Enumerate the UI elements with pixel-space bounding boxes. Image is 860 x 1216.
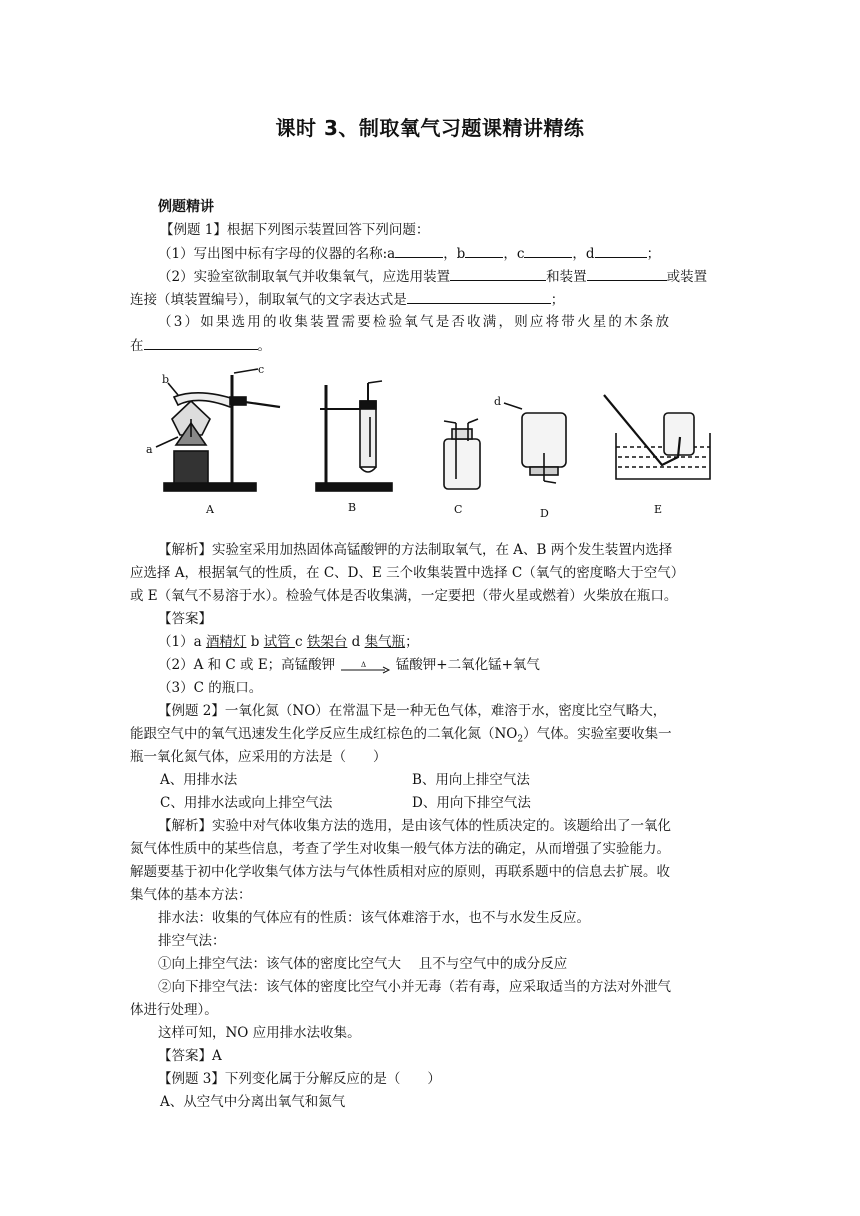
label-a: a [146,443,153,456]
ex2-air-down-1: ②向下排空气法：该气体的密度比空气小并无毒（若有毒，应采取适当的方法对外泄气 [158,979,671,995]
ex1-q3: （3）如果选用的收集装置需要检验氧气是否收满，则应将带火星的木条放 [158,314,672,330]
label-A: A [206,503,214,516]
ex1-answer-3: （3）C 的瓶口。 [158,680,263,696]
apparatus-e [604,395,710,479]
ex1-answer-head: 【答案】 [158,611,212,627]
ex1-analysis-1: 【解析】实验室采用加热固体高锰酸钾的方法制取氧气，在 A、B 两个发生装置内选择 [158,542,673,558]
ex2-air-down-2: 体进行处理）。 [130,1002,218,1018]
ex2-question-2: 能跟空气中的氧气迅速发生化学反应生成红棕色的二氧化氮$(NO_2)$气体。实验室要收集一 [130,726,672,745]
ex2-options-row-1 [130,769,730,792]
ex2-answer: 【答案】A [158,1048,222,1064]
ex3-option-a: A、从空气中分离出氧气和氮气 [160,1094,346,1110]
ex1-answer-2: （2）A 和 C 或 E；高锰酸钾 Δ 锰酸钾+二氧化锰+氧气 [158,657,540,673]
ex2-air-method: 排空气法： [158,933,226,949]
ex2-question-1: 【例题 2】一氧化氮（NO）在常温下是一种无色气体，难溶于水，密度比空气略大， [158,703,667,719]
ex1-q2: （2）实验室欲制取氧气并收集氧气，应选用装置 和装置 或装置 [130,265,730,288]
page-title: 课时 3、制取氧气习题课精讲精练 [275,116,585,140]
ex1-analysis-2: 应选择 A，根据氧气的性质，在 C、D、E 三个收集装置中选择 C（氧气的密度略大于空气） [130,565,685,581]
heat-symbol: Δ [361,660,367,669]
label-c: c [258,363,265,376]
ex2-analysis-4: 集气体的基本方法： [130,887,252,903]
ex1-q3-line2: 在 。 [130,334,730,357]
ex1-analysis-3: 或 E（氧气不易溶于水）。检验气体是否收集满，一定要把（带火星或燃着）火柴放在瓶口。 [130,588,678,604]
ex2-option-c: C、用排水法或向上排空气法 [160,795,333,811]
reaction-arrow [339,659,391,673]
ex2-analysis-3: 解题要基于初中化学收集气体方法与气体性质相对应的原则，再联系题中的信息去扩展。收 [130,864,670,880]
ex2-water-method: 排水法：收集的气体应有的性质：该气体难溶于水，也不与水发生反应。 [158,910,590,926]
apparatus-b [316,381,392,491]
label-C: C [454,503,463,516]
label-B: B [348,501,357,514]
ex2-question-3: 瓶一氧化氮气体，应采用的方法是（ ） [130,749,387,765]
ex2-options-row-2 [130,792,730,815]
label-D: D [540,507,549,520]
ex1-question-head: 【例题 1】根据下列图示装置回答下列问题： [160,222,430,238]
label-b: b [162,373,170,386]
ex2-option-d: D、用向下排空气法 [412,795,531,811]
ex2-analysis-1: 【解析】实验中对气体收集方法的选用，是由该气体的性质决定的。该题给出了一氧化 [158,818,671,834]
label-E: E [654,503,663,516]
apparatus-a [156,369,280,491]
ex2-conclusion: 这样可知，NO 应用排水法收集。 [158,1025,361,1041]
apparatus-c [444,419,480,489]
ex3-question: 【例题 3】下列变化属于分解反应的是（ ） [158,1071,441,1087]
ex2-air-up: ①向上排空气法：该气体的密度比空气大 且不与空气中的成分反应 [158,956,568,972]
ex2-option-a: A、用排水法 [160,772,238,788]
apparatus-diagram [130,361,730,529]
ex1-q2-line2: 连接（填装置编号），制取氧气的文字表达式是 ； [130,288,730,311]
ex2-option-b: B、用向上排空气法 [412,772,530,788]
document-body [130,196,730,1114]
apparatus-figure [130,361,730,529]
label-d: d [494,395,502,408]
ex1-q1: （1）写出图中标有字母的仪器的名称:a ，b ，c ，d ； [130,242,730,265]
apparatus-d [504,403,566,483]
section-heading: 例题精讲 [158,199,214,215]
ex1-answer-1: （1）a 酒精灯 b 试管 c 铁架台 d 集气瓶； [158,634,419,650]
ex2-analysis-2: 氮气体性质中的某些信息，考查了学生对收集一般气体方法的确定，从而增强了实验能力。 [130,841,670,857]
